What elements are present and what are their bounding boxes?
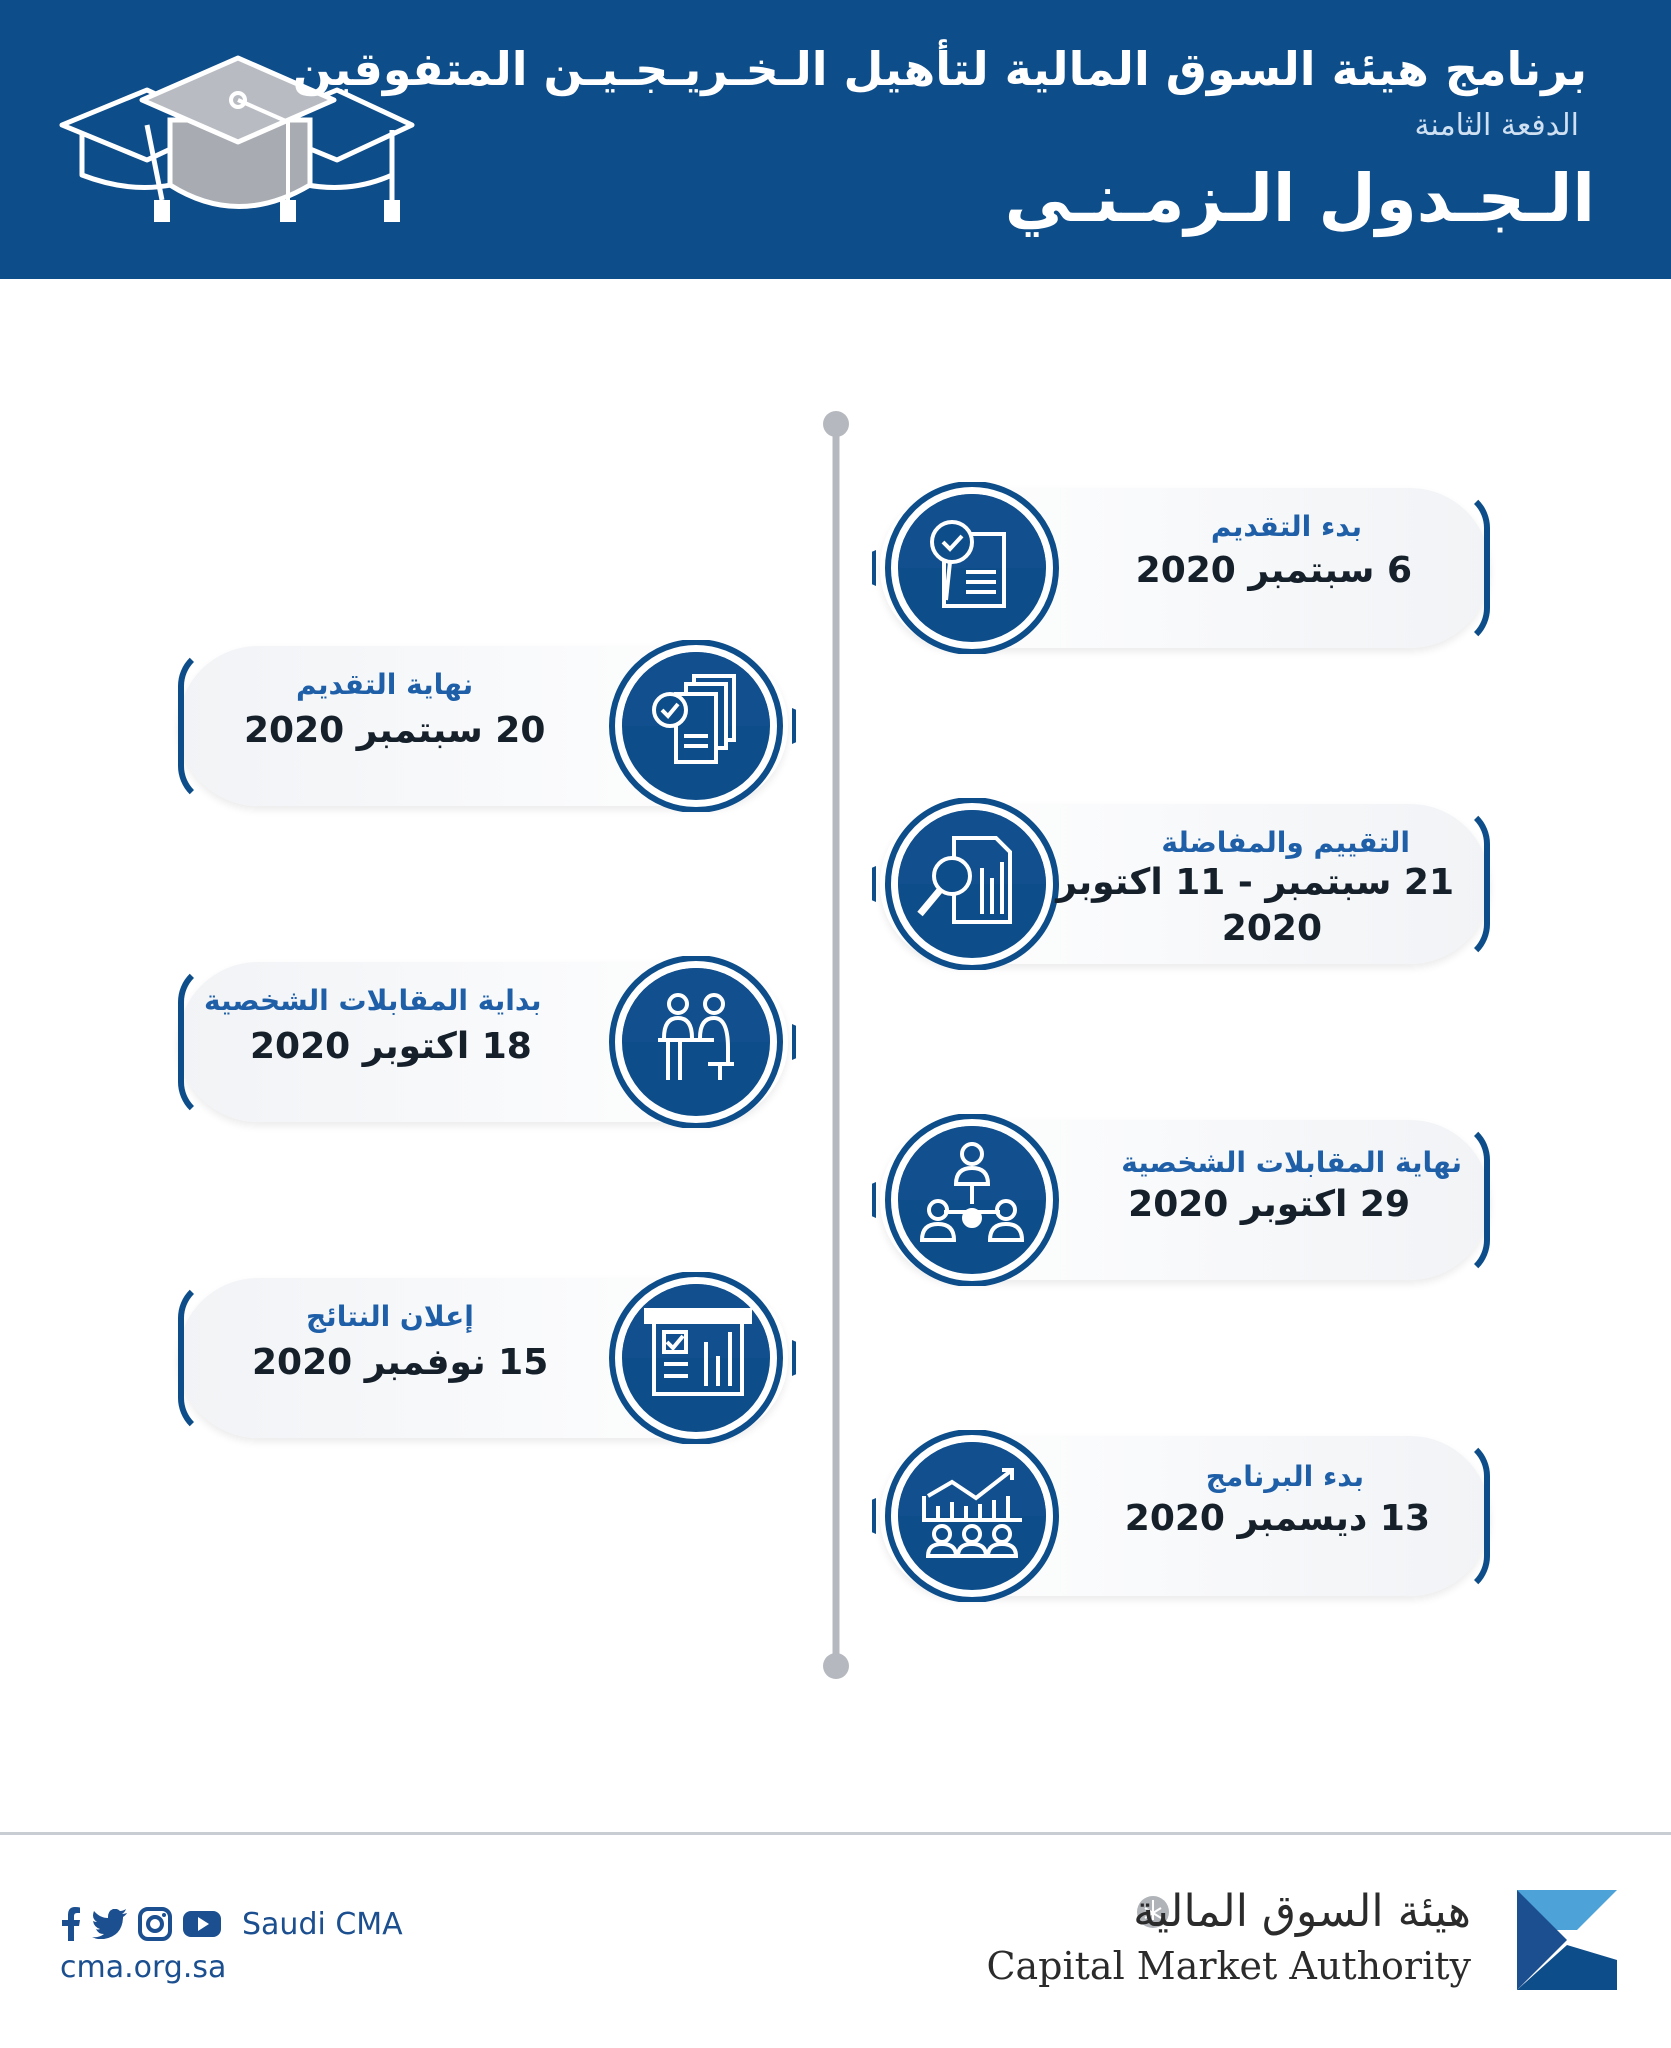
timeline-item-interviews-start	[178, 962, 788, 1122]
item-date: 21 سبتمبر - 11 اكتوبر	[1056, 862, 1454, 903]
growth-chart-group-icon	[872, 1430, 1072, 1602]
twitter-icon[interactable]	[92, 1909, 128, 1939]
footer-divider	[0, 1832, 1671, 1835]
header-banner	[0, 0, 1671, 279]
item-date: 13 ديسمبر 2020	[1124, 1498, 1430, 1539]
item-title: نهاية التقديم	[296, 668, 474, 701]
results-board-icon	[596, 1272, 796, 1444]
item-date: 6 سبتمبر 2020	[1135, 550, 1412, 591]
item-date: 18 اكتوبر 2020	[250, 1026, 532, 1067]
item-title: نهاية المقابلات الشخصية	[1121, 1146, 1462, 1179]
interview-desk-icon	[596, 956, 796, 1128]
item-title: بدء البرنامج	[1205, 1460, 1364, 1493]
team-network-icon	[872, 1114, 1072, 1286]
item-date-year: 2020	[1221, 908, 1322, 949]
timeline-item-program-start	[880, 1436, 1490, 1596]
timeline-item-application-start	[880, 488, 1490, 648]
timeline-item-application-end	[178, 646, 788, 806]
facebook-icon[interactable]	[60, 1907, 82, 1941]
timeline-item-evaluation	[880, 804, 1490, 964]
social-links	[60, 1904, 403, 1944]
item-date: 15 نوفمبر 2020	[252, 1342, 549, 1383]
item-title: إعلان النتائج	[306, 1300, 474, 1333]
timeline-item-interviews-end	[880, 1120, 1490, 1280]
timeline	[0, 400, 1671, 1690]
instagram-icon[interactable]	[138, 1907, 172, 1941]
item-title: بدء التقديم	[1210, 510, 1362, 543]
magnifier-report-icon	[872, 798, 1072, 970]
timeline-item-results	[178, 1278, 788, 1438]
org-name-arabic: هيئة السوق المالية	[1133, 1886, 1471, 1937]
page-title: الـجـدول الـزمـنـي	[1004, 160, 1595, 237]
brand-name: Saudi CMA	[242, 1906, 403, 1942]
cohort-subtitle: الدفعة الثامنة	[1414, 108, 1579, 143]
document-checklist-icon	[872, 482, 1072, 654]
item-date: 29 اكتوبر 2020	[1128, 1184, 1410, 1225]
item-title: بداية المقابلات الشخصية	[204, 984, 542, 1017]
youtube-icon[interactable]	[182, 1909, 222, 1939]
stacked-documents-check-icon	[596, 640, 796, 812]
program-title: برنامج هيئة السوق المالية لتأهيل الـخـريـجـيـن المتفوقين	[292, 42, 1587, 96]
website-link[interactable]: cma.org.sa	[60, 1950, 227, 1985]
item-date: 20 سبتمبر 2020	[244, 710, 546, 751]
cma-logo-icon	[1517, 1890, 1617, 1990]
item-title: التقييم والمفاضلة	[1161, 826, 1410, 859]
org-name-english: Capital Market Authority	[986, 1944, 1471, 1988]
